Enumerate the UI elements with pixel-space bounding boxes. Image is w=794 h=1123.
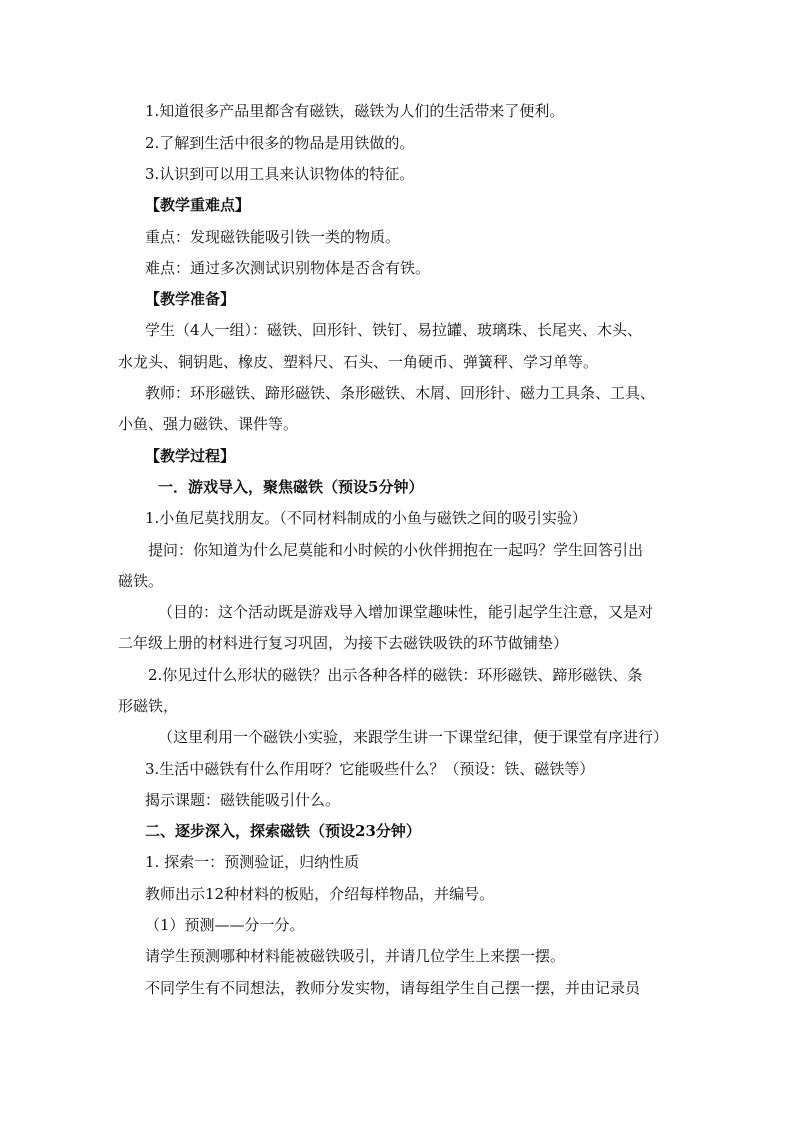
- explore-step-1-line: 1. 探索一：预测验证，归纳性质: [145, 853, 360, 871]
- group-activity-line: 不同学生有不同想法，教师分发实物，请每组学生自己摆一摆，并由记录员: [145, 979, 641, 997]
- prediction-step-line: （1）预测——分一分。: [145, 916, 305, 934]
- teacher-materials-line-1: 教师：环形磁铁、蹄形磁铁、条形磁铁、木屑、回形针、磁力工具条、工具、: [145, 384, 656, 402]
- difficulty-line: 难点：通过多次测试识别物体是否含有铁。: [145, 259, 431, 277]
- subsection-heading-game-intro: 一．游戏导入，聚焦磁铁（预设5分钟）: [158, 478, 424, 496]
- section-heading-key-points: 【教学重难点】: [145, 196, 251, 214]
- key-point-line: 重点：发现磁铁能吸引铁一类的物质。: [145, 228, 401, 246]
- teacher-materials-line-2: 小鱼、强力磁铁、课件等。: [118, 415, 299, 433]
- activity-2-line-2: 形磁铁，: [118, 697, 179, 715]
- purpose-line-2: 二年级上册的材料进行复习巩固，为接下去磁铁吸铁的环节做铺垫）: [118, 634, 569, 652]
- classroom-note-line: （这里利用一个磁铁小实验，来跟学生讲一下课堂纪律，便于课堂有序进行）: [158, 728, 669, 746]
- question-line-2: 磁铁。: [118, 572, 164, 590]
- student-materials-line-2: 水龙头、铜钥匙、橡皮、塑料尺、石头、一角硬币、弹簧秤、学习单等。: [118, 353, 599, 371]
- question-line-1: 提问：你知道为什么尼莫能和小时候的小伙伴拥抱在一起吗？学生回答引出: [148, 541, 644, 559]
- topic-reveal-line: 揭示课题：磁铁能吸引什么。: [145, 791, 341, 809]
- objective-line-1: 1.知道很多产品里都含有磁铁，磁铁为人们的生活带来了便利。: [145, 102, 565, 120]
- subsection-heading-explore: 二、逐步深入，探索磁铁（预设23分钟）: [145, 822, 421, 840]
- prediction-instruction-line: 请学生预测哪种材料能被磁铁吸引，并请几位学生上来摆一摆。: [145, 947, 566, 965]
- activity-1-line: 1.小鱼尼莫找朋友。（不同材料制成的小鱼与磁铁之间的吸引实验）: [145, 509, 587, 527]
- activity-2-line-1: 2.你见过什么形状的磁铁？出示各种各样的磁铁：环形磁铁、蹄形磁铁、条: [148, 666, 643, 684]
- student-materials-line-1: 学生（4人一组）：磁铁、回形针、铁钉、易拉罐、玻璃珠、长尾夹、木头、: [145, 321, 643, 339]
- activity-3-line: 3.生活中磁铁有什么作用呀？它能吸些什么？（预设：铁、磁铁等）: [145, 760, 595, 778]
- materials-presentation-line: 教师出示12种材料的板贴，介绍每样物品，并编号。: [145, 885, 495, 903]
- objective-line-3: 3.认识到可以用工具来认识物体的特征。: [145, 165, 415, 183]
- purpose-line-1: （目的：这个活动既是游戏导入增加课堂趣味性，能引起学生注意，又是对: [158, 603, 654, 621]
- section-heading-process: 【教学过程】: [145, 447, 236, 465]
- objective-line-2: 2.了解到生活中很多的物品是用铁做的。: [145, 134, 415, 152]
- section-heading-preparation: 【教学准备】: [145, 290, 236, 308]
